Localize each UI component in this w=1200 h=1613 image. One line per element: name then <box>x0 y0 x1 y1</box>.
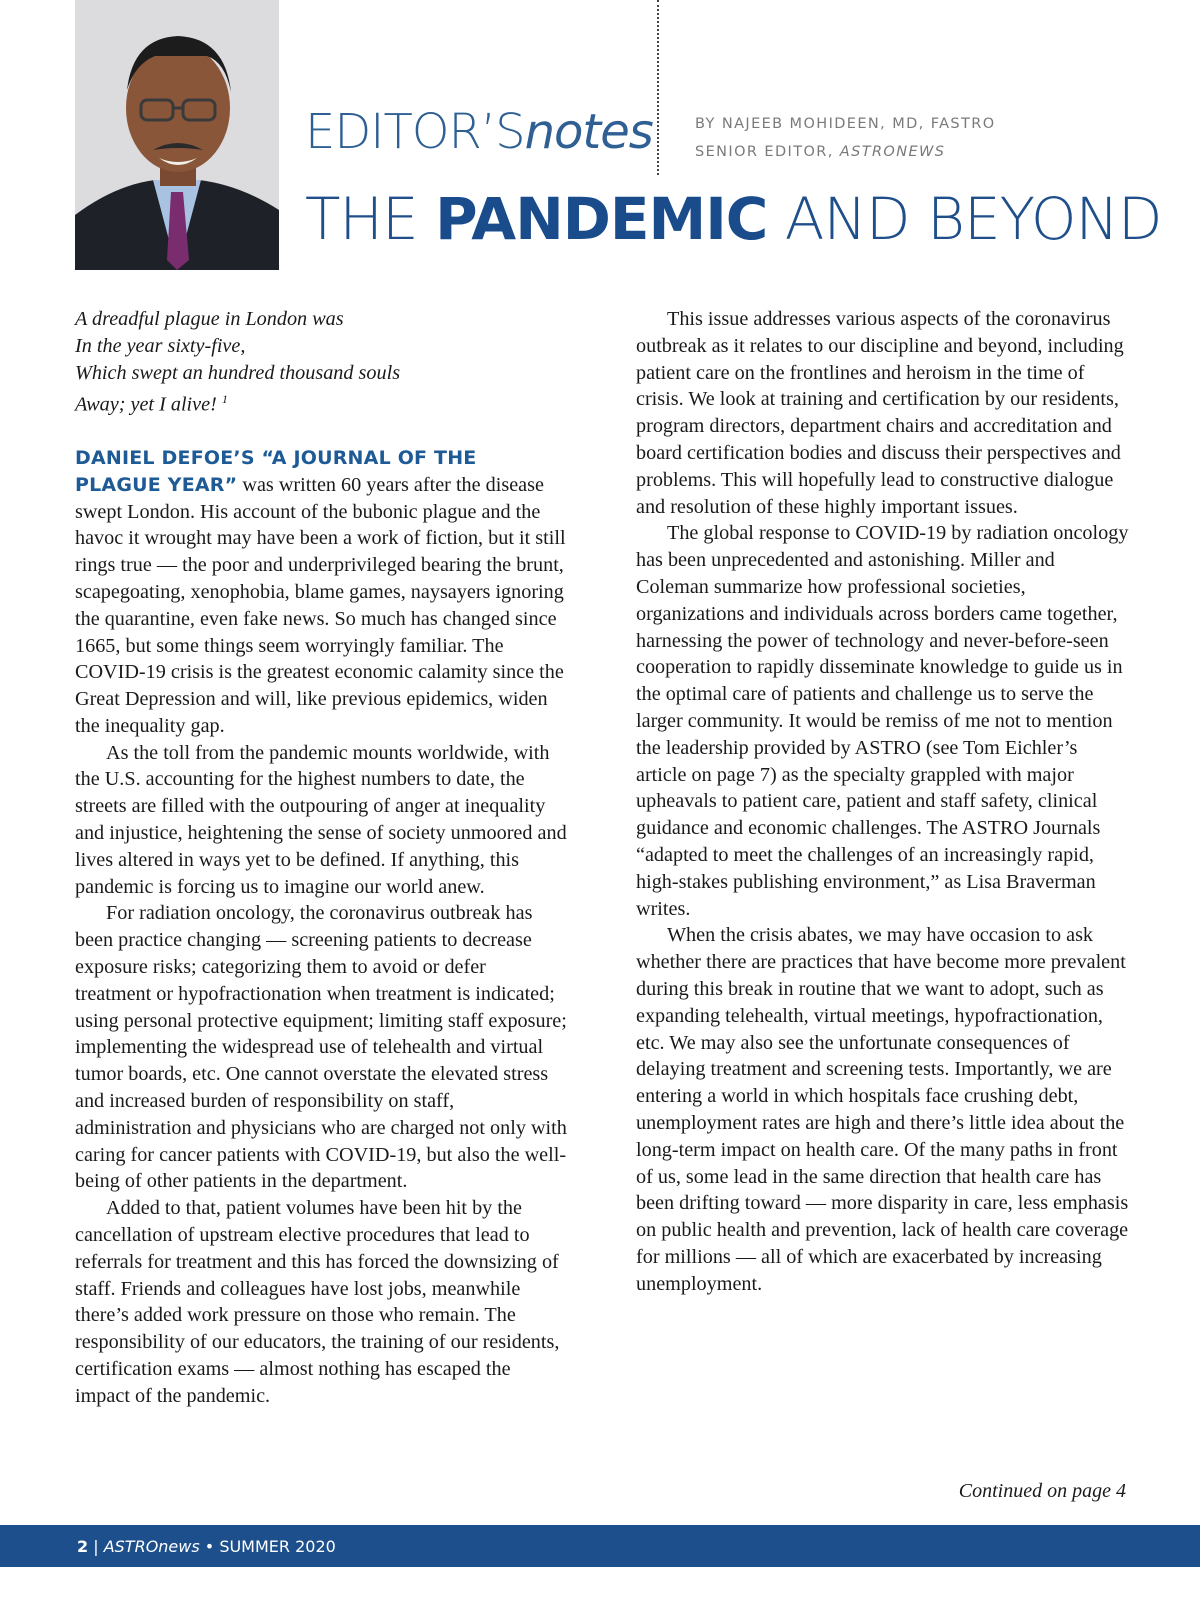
verse-line: Which swept an hundred thousand souls <box>75 361 401 384</box>
body-paragraph: As the toll from the pandemic mounts worldwide, with the U.S. accounting for the highest numbers to date, the streets are filled with the outpouring of anger at inequality and injustice, heightening the sense of society unmoored and lives altered in ways yet to be defined. If anything, this pandemic is forcing us to imagine our world anew. <box>75 741 567 898</box>
headline-pre: THE <box>305 185 436 253</box>
kicker-main: EDITOR’S <box>305 104 525 160</box>
body-paragraph: Added to that, patient volumes have been hit by the cancellation of upstream elective procedures that lead to referrals for treatment and this has forced the downsizing of staff. Friends and colleagues have lost jobs, meanwhile there’s added work pressure on those who remain. The responsibility of our educators, the training of our residents, certification exams — almost nothing has escaped the impact of the pandemic. <box>75 1197 560 1407</box>
headline-bold: PANDEMIC <box>435 185 768 253</box>
section-kicker <box>305 104 653 160</box>
verse-line: A dreadful plague in London was <box>75 308 344 330</box>
byline-publication: ASTRONEWS <box>839 144 946 160</box>
page-footer <box>0 1525 1200 1567</box>
footer-content <box>77 1537 336 1556</box>
lead-caps: DANIEL DEFOE’S “A JOURNAL OF THE PLAGUE YEAR” <box>75 446 477 496</box>
author-photo <box>75 0 279 270</box>
footnote-marker: 1 <box>221 392 228 407</box>
byline-role <box>695 138 996 166</box>
headline-post: AND BEYOND <box>767 185 1162 253</box>
kicker-italic: notes <box>524 104 653 160</box>
lead-paragraph <box>75 445 567 740</box>
verse-line: In the year sixty-five, <box>75 334 246 357</box>
header-dotted-divider <box>657 0 659 175</box>
body-paragraph: The global response to COVID-19 by radiation oncology has been unprecedented and astonishing. Miller and Coleman summarize how professional societies, organizations and individuals across borders came together, harnessing the power of technology and never-before-seen cooperation to rapidly disseminate knowledge to guide us in the optimal care of patients and challenge us to serve the larger community. It would be remiss of me not to mention the leadership provided by ASTRO (see Tom Eichler’s article on page 7) as the specialty grappled with major upheavals to patient care, patient and staff safety, clinical guidance and economic challenges. The ASTRO Journals “adapted to meet the challenges of an increasingly rapid, high-stakes publishing environment,” as Lisa Braverman writes. <box>636 522 1129 920</box>
issue-label: SUMMER 2020 <box>219 1536 336 1556</box>
body-paragraph: This issue addresses various aspects of the coronavirus outbreak as it relates to our discipline and beyond, including patient care on the frontlines and heroism in the time of crisis. We look at training and certification by our residents, program directors, department chairs and accreditation and board certification bodies and discuss their perspectives and problems. This will hopefully lead to constructive dialogue and resolution of these highly important issues. <box>636 308 1124 518</box>
page-title <box>305 185 1162 253</box>
byline-author: BY NAJEEB MOHIDEEN, MD, FASTRO <box>695 116 996 132</box>
right-column <box>636 306 1130 1297</box>
epigraph-verse <box>75 306 567 419</box>
body-paragraph: For radiation oncology, the coronavirus outbreak has been practice changing — screening patients to decrease exposure risks; categorizing them to avoid or defer treatment or hypofractionation when treatment is indicated; using personal protective equipment; limiting staff exposure; implementing the widespread use of telehealth and virtual tumor boards, etc. One cannot overstate the elevated stress and increased burden of responsibility on staff, administration and physicians who are charged not only with caring for cancer patients with COVID-19, but also the well-being of other patients in the department. <box>75 902 567 1193</box>
page-number: 2 <box>77 1536 89 1556</box>
lead-text: was written 60 years after the disease swept London. His account of the bubonic plague and the havoc it wrought may have been a work of fiction, but it still rings true — the poor and underprivileged bearing the brunt, scapegoating, xenophobia, blame games, naysayers ignoring the quarantine, even fake news. So much has changed since 1665, but some things seem worryingly familiar. The COVID-19 crisis is the greatest economic calamity since the Great Depression and will, like previous epidemics, widen the inequality gap. <box>75 473 566 737</box>
byline <box>695 110 996 166</box>
byline-role-prefix: SENIOR EDITOR, <box>695 144 840 160</box>
footer-separator: | <box>88 1536 104 1556</box>
publication-name: ASTROnews <box>103 1536 200 1556</box>
continued-link[interactable]: Continued on page 4 <box>958 1480 1126 1502</box>
verse-line <box>75 386 567 419</box>
left-column <box>75 306 567 1410</box>
verse-line-text: Away; yet I alive! <box>75 394 217 417</box>
author-portrait-image <box>75 0 279 270</box>
footer-bullet: • <box>199 1536 220 1556</box>
body-paragraph: When the crisis abates, we may have occasion to ask whether there are practices that have become more prevalent during this break in routine that we want to adopt, such as expanding telehealth, virtual meetings, hypofractionation, etc. We may also see the unfortunate consequences of delaying treatment and screening tests. Importantly, we are entering a world in which hospitals face crushing debt, unemployment rates are high and there’s little idea about the long-term impact on health care. Of the many paths in front of us, some lead in the same direction that health care has been drifting toward — more disparity in care, less emphasis on public health and prevention, lack of health care coverage for millions — all of which are exacerbated by increasing unemployment. <box>636 924 1129 1295</box>
